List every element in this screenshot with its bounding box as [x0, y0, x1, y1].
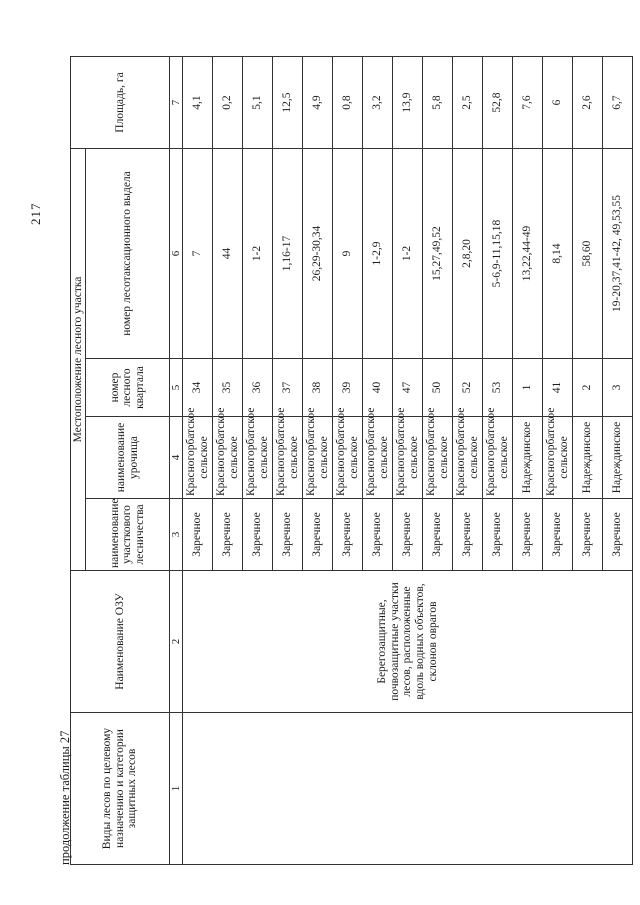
quarter-cell: 50: [423, 359, 453, 417]
tract-cell: Надеждинское: [603, 417, 633, 499]
tract-cell: Красногорбатское сельское: [213, 417, 243, 499]
quarter-cell: 36: [243, 359, 273, 417]
area-cell: 3,2: [363, 57, 393, 149]
tract-cell: Красногорбатское сельское: [303, 417, 333, 499]
sections-cell: 9: [333, 149, 363, 359]
column-number: 3: [170, 499, 183, 571]
tract-cell: Красногорбатское сельское: [243, 417, 273, 499]
quarter-cell: 2: [573, 359, 603, 417]
district-cell: Заречное: [243, 499, 273, 571]
area-cell: 4,9: [303, 57, 333, 149]
sections-cell: 58,60: [573, 149, 603, 359]
area-cell: 7,6: [513, 57, 543, 149]
tract-cell: Красногорбатское сельское: [363, 417, 393, 499]
header-location-group: Местоположение лесного участка: [71, 149, 86, 571]
sections-cell: 2,8,20: [453, 149, 483, 359]
sections-cell: 1-2,9: [363, 149, 393, 359]
quarter-cell: 35: [213, 359, 243, 417]
area-cell: 13,9: [393, 57, 423, 149]
area-cell: 0,2: [213, 57, 243, 149]
tract-cell: Красногорбатское сельское: [543, 417, 573, 499]
quarter-cell: 47: [393, 359, 423, 417]
district-cell: Заречное: [513, 499, 543, 571]
district-cell: Заречное: [393, 499, 423, 571]
sections-cell: 1-2: [243, 149, 273, 359]
area-cell: 12,5: [273, 57, 303, 149]
tract-cell: Надеждинское: [513, 417, 543, 499]
district-cell: Заречное: [543, 499, 573, 571]
sections-cell: 1-2: [393, 149, 423, 359]
header-sections: номер лесотаксационного выдела: [86, 149, 170, 359]
sections-cell: 26,29-30,34: [303, 149, 333, 359]
sections-cell: 1,16-17: [273, 149, 303, 359]
district-cell: Заречное: [573, 499, 603, 571]
quarter-cell: 52: [453, 359, 483, 417]
sections-cell: 5-6,9-11,15,18: [483, 149, 513, 359]
district-cell: Заречное: [183, 499, 213, 571]
forest-table: [70, 56, 633, 865]
district-cell: Заречное: [213, 499, 243, 571]
quarter-cell: 40: [363, 359, 393, 417]
area-cell: 0,8: [333, 57, 363, 149]
sections-cell: 15,27,49,52: [423, 149, 453, 359]
district-cell: Заречное: [273, 499, 303, 571]
tract-cell: Красногорбатское сельское: [423, 417, 453, 499]
tract-cell: Красногорбатское сельское: [333, 417, 363, 499]
area-cell: 4,1: [183, 57, 213, 149]
continuation-note: продолжение таблицы 27: [58, 730, 72, 865]
header-district: наименование участкового лесничества: [86, 499, 170, 571]
forest-type-cell: [183, 713, 633, 865]
header-ozu-name: Наименование ОЗУ: [71, 571, 170, 713]
area-cell: 5,8: [423, 57, 453, 149]
table-body: [183, 57, 633, 865]
district-cell: Заречное: [363, 499, 393, 571]
sections-cell: 44: [213, 149, 243, 359]
column-number-row: [170, 57, 183, 865]
page-number: 217: [28, 202, 43, 225]
header-tract: наименование урочища: [86, 417, 170, 499]
ozu-name-cell: Берегозащитные, почвозащитные участки лесов, расположенные вдоль водных объектов, склонов оврагов: [183, 571, 633, 713]
tract-cell: Красногорбатское сельское: [183, 417, 213, 499]
column-number: 4: [170, 417, 183, 499]
quarter-cell: 3: [603, 359, 633, 417]
quarter-cell: 1: [513, 359, 543, 417]
district-cell: Заречное: [423, 499, 453, 571]
tract-cell: Красногорбатское сельское: [483, 417, 513, 499]
header-quarter: номер лесного квартала: [86, 359, 170, 417]
column-number: 5: [170, 359, 183, 417]
sections-cell: 19-20,37,41-42, 49,53,55: [603, 149, 633, 359]
column-number: 7: [170, 57, 183, 149]
tract-cell: Надеждинское: [573, 417, 603, 499]
area-cell: 6,7: [603, 57, 633, 149]
quarter-cell: 34: [183, 359, 213, 417]
area-cell: 5,1: [243, 57, 273, 149]
district-cell: Заречное: [483, 499, 513, 571]
sections-cell: 13,22,44-49: [513, 149, 543, 359]
table-header: [71, 57, 183, 865]
tract-cell: Красногорбатское сельское: [273, 417, 303, 499]
column-number: 1: [170, 713, 183, 865]
column-number: 6: [170, 149, 183, 359]
quarter-cell: 38: [303, 359, 333, 417]
tract-cell: Красногорбатское сельское: [393, 417, 423, 499]
area-cell: 52,8: [483, 57, 513, 149]
sections-cell: 8,14: [543, 149, 573, 359]
district-cell: Заречное: [453, 499, 483, 571]
header-area: Площадь, га: [71, 57, 170, 149]
area-cell: 6: [543, 57, 573, 149]
sections-cell: 7: [183, 149, 213, 359]
area-cell: 2,6: [573, 57, 603, 149]
quarter-cell: 37: [273, 359, 303, 417]
area-cell: 2,5: [453, 57, 483, 149]
table-row: [183, 57, 213, 865]
quarter-cell: 53: [483, 359, 513, 417]
tract-cell: Красногорбатское сельское: [453, 417, 483, 499]
district-cell: Заречное: [303, 499, 333, 571]
column-number: 2: [170, 571, 183, 713]
quarter-cell: 39: [333, 359, 363, 417]
quarter-cell: 41: [543, 359, 573, 417]
district-cell: Заречное: [603, 499, 633, 571]
header-forest-type: Виды лесов по целевому назначению и категории защитных лесов: [71, 713, 170, 865]
district-cell: Заречное: [333, 499, 363, 571]
